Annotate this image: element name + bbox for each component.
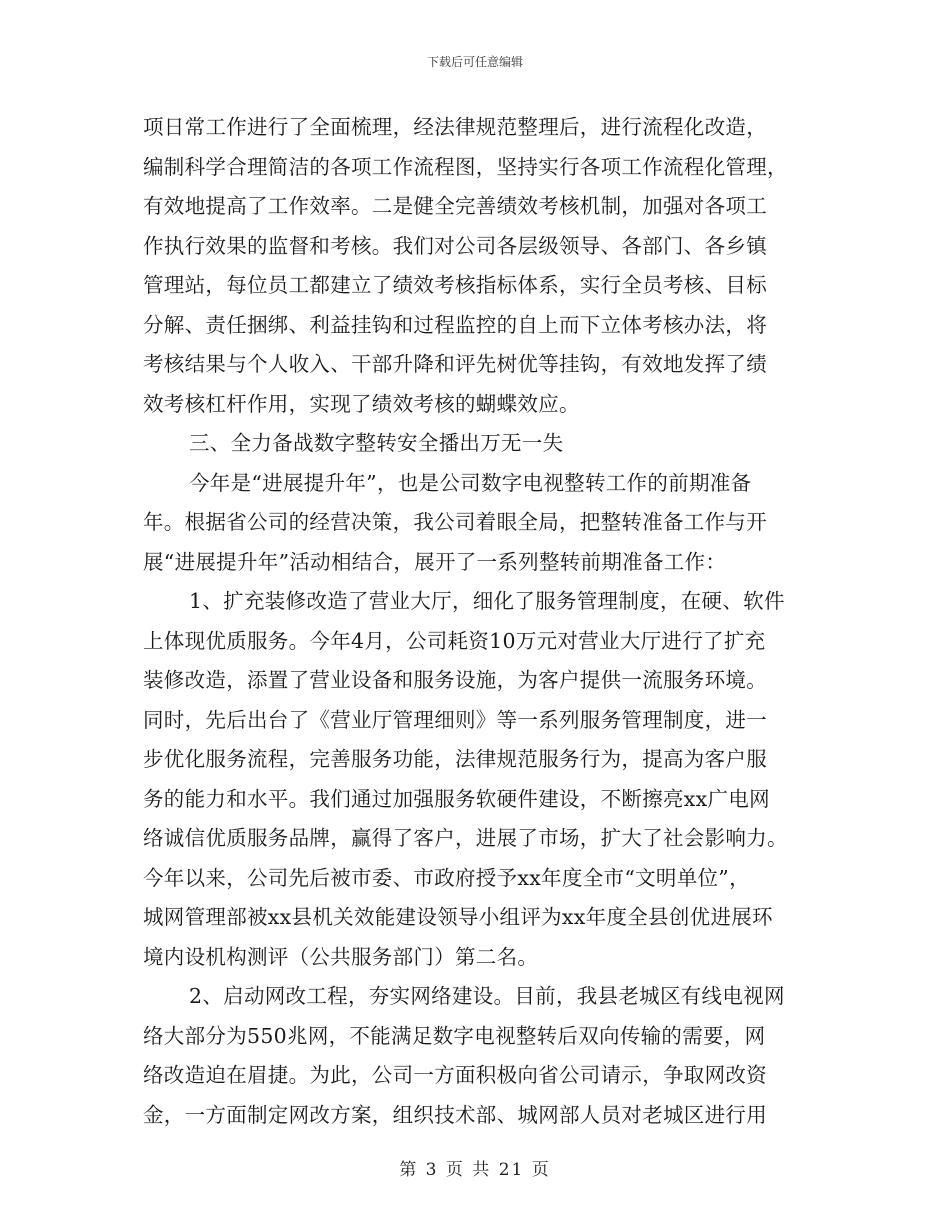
text-line: 2、启动网改工程，夯实网络建设。目前，我县老城区有线电视网 bbox=[189, 984, 785, 1008]
text-line: 今年以来，公司先后被市委、市政府授予xx年度全市“文明单位”， bbox=[143, 865, 750, 890]
footer-page-number: 3 bbox=[425, 1160, 439, 1180]
text-line: 年。根据省公司的经营决策，我公司着眼全局，把整转准备工作与开 bbox=[143, 510, 767, 534]
text-line: 装修改造，添置了营业设备和服务设施，为客户提供一流服务环境。 bbox=[143, 668, 767, 692]
text-line: 今年是“进展提升年”，也是公司数字电视整转工作的前期准备 bbox=[189, 470, 752, 495]
text-line: 1、扩充装修改造了营业大厅，细化了服务管理制度，在硬、软件 bbox=[189, 589, 785, 613]
text-line: 步优化服务流程，完善服务功能，法律规范服务行为，提高为客户服 bbox=[143, 747, 767, 771]
text-line: 项日常工作进行了全面梳理，经法律规范整理后，进行流程化改造， bbox=[143, 115, 767, 139]
text-line: 境内设机构测评（公共服务部门）第二名。 bbox=[143, 944, 539, 969]
text-line: 络大部分为550兆网，不能满足数字电视整转后双向传输的需要，网 bbox=[143, 1023, 766, 1048]
footer-total-pages: 21 bbox=[498, 1160, 525, 1180]
text-line: 展“进展提升年”活动相结合，展开了一系列整转前期准备工作： bbox=[143, 549, 727, 574]
page-footer bbox=[0, 1155, 950, 1180]
text-line: 考核结果与个人收入、干部升降和评先树优等挂钩，有效地发挥了绩 bbox=[143, 352, 767, 376]
text-line: 务的能力和水平。我们通过加强服务软硬件建设，不断擦亮xx广电网 bbox=[143, 786, 770, 811]
text-line: 城网管理部被xx县机关效能建设领导小组评为xx年度全县创优进展环 bbox=[143, 905, 773, 929]
text-line: 络诚信优质服务品牌，赢得了客户，进展了市场，扩大了社会影响力。 bbox=[143, 826, 788, 850]
text-line: 编制科学合理简洁的各项工作流程图，坚持实行各项工作流程化管理， bbox=[143, 154, 788, 179]
text-line: 络改造迫在眉捷。为此，公司一方面积极向省公司请示，争取网改资 bbox=[143, 1063, 767, 1087]
text-line: 分解、责任捆绑、利益挂钩和过程监控的自上而下立体考核办法，将 bbox=[143, 312, 767, 337]
page-header-note: 下载后可任意编辑 bbox=[426, 55, 523, 69]
footer-suffix: 页 bbox=[531, 1160, 551, 1180]
text-line: 效考核杠杆作用，实现了绩效考核的蝴蝶效应。 bbox=[143, 391, 580, 416]
footer-middle: 页 共 bbox=[445, 1160, 492, 1180]
document-body bbox=[143, 108, 811, 1135]
text-line: 三、全力备战数字整转安全播出万无一失 bbox=[189, 431, 564, 455]
text-line: 上体现优质服务。今年4月，公司耗资10万元对营业大厅进行了扩充 bbox=[143, 628, 766, 653]
text-line: 金，一方面制定网改方案，组织技术部、城网部人员对老城区进行用 bbox=[143, 1102, 767, 1127]
footer-prefix: 第 bbox=[399, 1160, 419, 1180]
text-line: 同时，先后出台了《营业厅管理细则》等一系列服务管理制度，进一 bbox=[143, 707, 767, 732]
text-line: 作执行效果的监督和考核。我们对公司各层级领导、各部门、各乡镇 bbox=[143, 233, 767, 258]
text-line: 管理站，每位员工都建立了绩效考核指标体系，实行全员考核、目标 bbox=[143, 273, 767, 297]
text-line: 有效地提高了工作效率。二是健全完善绩效考核机制，加强对各项工 bbox=[143, 194, 767, 218]
